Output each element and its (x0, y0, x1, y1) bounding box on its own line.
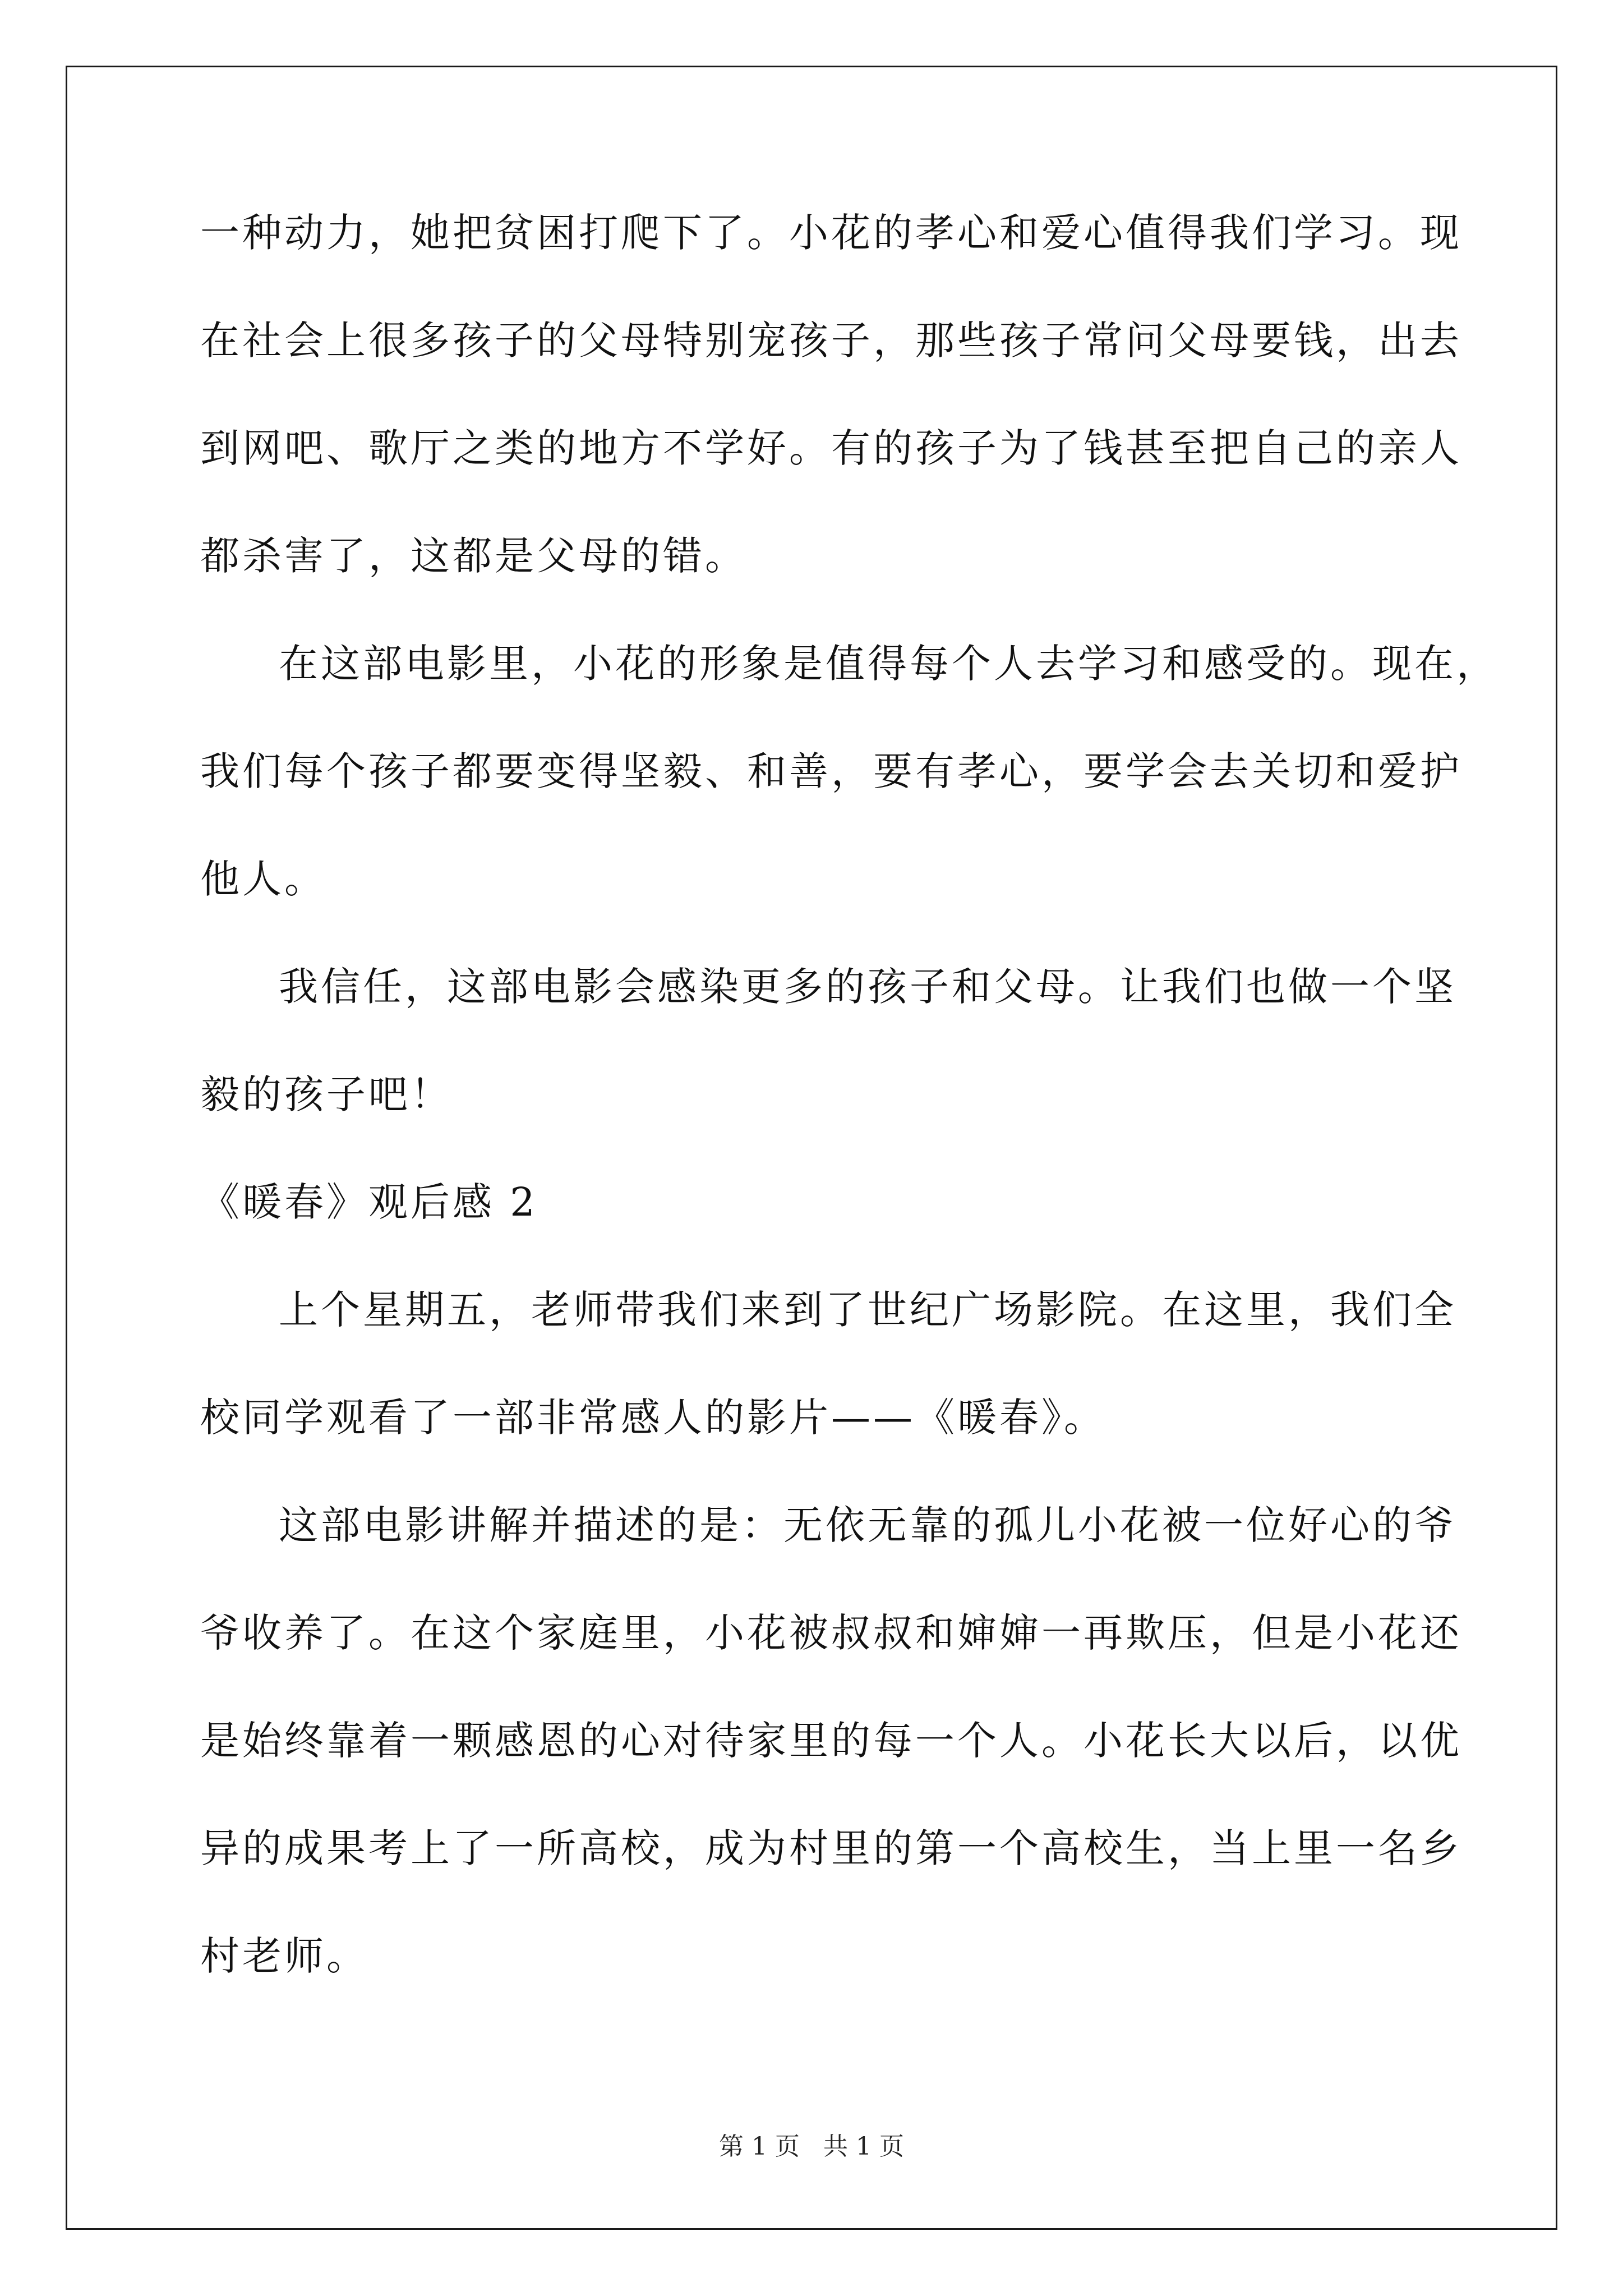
section-heading: 《暖春》观后感 2 (200, 1179, 538, 1225)
text-line: 这部电影讲解并描述的是：无依无靠的孤儿小花被一位好心的爷 (279, 1502, 1456, 1548)
text-line: 一种动力，她把贫困打爬下了。小花的孝心和爱心值得我们学习。现 (200, 210, 1462, 256)
page-border (66, 66, 1557, 2230)
text-line: 在社会上很多孩子的父母特别宠孩子，那些孩子常问父母要钱，出去 (200, 318, 1462, 364)
page-footer: 第 1 页 共 1 页 (719, 2132, 904, 2161)
text-line: 都杀害了，这都是父母的错。 (200, 533, 747, 579)
text-line: 我们每个孩子都要变得坚毅、和善，要有孝心，要学会去关切和爱护 (200, 748, 1462, 794)
text-line: 我信任，这部电影会感染更多的孩子和父母。让我们也做一个坚 (279, 964, 1456, 1010)
text-line: 上个星期五，老师带我们来到了世纪广场影院。在这里，我们全 (279, 1287, 1456, 1333)
text-line: 校同学观看了一部非常感人的影片——《暖春》。 (200, 1395, 1106, 1441)
text-line: 毅的孩子吧！ (200, 1071, 453, 1117)
text-line: 到网吧、歌厅之类的地方不学好。有的孩子为了钱甚至把自己的亲人 (200, 425, 1462, 471)
text-line: 他人。 (200, 856, 326, 902)
text-line: 是始终靠着一颗感恩的心对待家里的每一个人。小花长大以后，以优 (200, 1718, 1462, 1764)
text-line: 异的成果考上了一所高校，成为村里的第一个高校生，当上里一名乡 (200, 1825, 1462, 1871)
text-line: 村老师。 (200, 1933, 368, 1979)
text-line: 爷收养了。在这个家庭里，小花被叔叔和婶婶一再欺压，但是小花还 (200, 1610, 1462, 1656)
text-line: 在这部电影里，小花的形象是值得每个人去学习和感受的。现在， (279, 641, 1498, 687)
